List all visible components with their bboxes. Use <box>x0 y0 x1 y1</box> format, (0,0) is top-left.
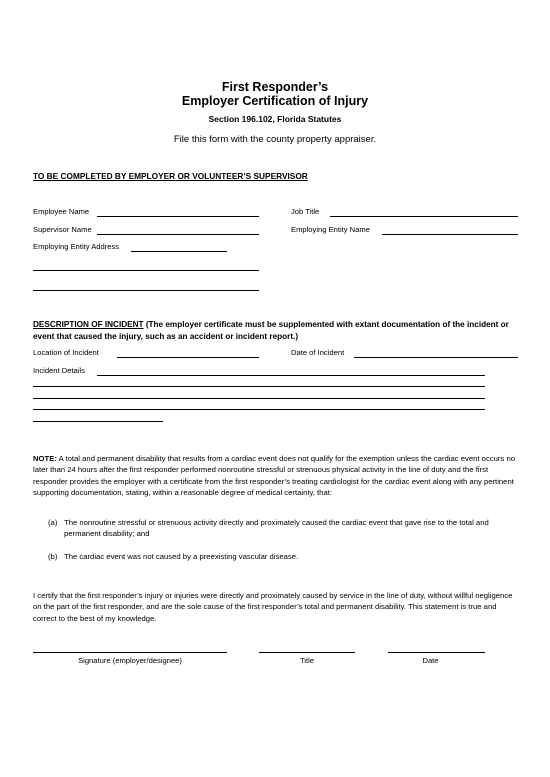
employing-entity-address-field-1[interactable] <box>131 251 227 252</box>
note-text: A total and permanent disability that results from a cardiac event does not qualify for the exemption unless the cardiac event occurs no later than 24 hours after the first responder performed nonroutine stressful or strenuous physical activity in the line of duty and the first responder provides the employer with a certificate from the first responder’s treating cardiologist for the cardiac event along with any pertinent supporting documentation, stating, within a reasonable degree of medical certainty, that: <box>33 454 516 498</box>
cardiac-note <box>33 453 519 499</box>
incident-details-field-1[interactable] <box>97 375 485 376</box>
incident-details-field-4[interactable] <box>33 409 485 410</box>
employing-entity-address-field-3[interactable] <box>33 290 259 291</box>
incident-location-field[interactable] <box>117 357 259 358</box>
incident-section-heading <box>33 319 519 342</box>
supervisor-name-field[interactable] <box>97 234 259 235</box>
incident-date-label: Date of Incident <box>291 348 345 357</box>
form-title-line2: Employer Certification of Injury <box>181 94 369 108</box>
certification-statement: I certify that the first responder’s injury or injuries were directly and proximately caused by service in the line of duty, without willful negligence on the part of the first responder, and are the sole cause of the first responder’s total and permanent disability. This statement is true and correct to the best of my knowledge. <box>33 591 513 623</box>
job-title-field[interactable] <box>330 216 518 217</box>
employee-name-label: Employee Name <box>33 207 90 216</box>
note-item-a <box>48 517 518 541</box>
note-item-text: The cardiac event was not caused by a preexisting vascular disease. <box>64 552 299 561</box>
supervisor-name-label: Supervisor Name <box>33 225 92 234</box>
signature-label: Signature (employer/designee) <box>78 656 182 665</box>
form-title-line1: First Responder’s <box>221 80 329 94</box>
note-item-marker: (a) <box>48 518 58 527</box>
employing-entity-address-label: Employing Entity Address <box>33 242 120 251</box>
incident-details-field-5[interactable] <box>33 421 163 422</box>
employing-entity-name-field[interactable] <box>382 234 518 235</box>
incident-heading-label: DESCRIPTION OF INCIDENT <box>33 320 144 329</box>
incident-location-label: Location of Incident <box>33 348 99 357</box>
employer-section-heading: TO BE COMPLETED BY EMPLOYER OR VOLUNTEER’S SUPERVISOR <box>33 171 308 181</box>
note-item-text: The nonroutine stressful or strenuous activity directly and proximately caused the cardiac event that gave rise to the total and permanent disability; and <box>64 518 489 539</box>
incident-date-field[interactable] <box>354 357 518 358</box>
job-title-label: Job Title <box>291 207 320 216</box>
incident-details-field-3[interactable] <box>33 398 485 399</box>
date-field[interactable] <box>388 652 485 653</box>
title-field[interactable] <box>259 652 355 653</box>
employing-entity-address-field-2[interactable] <box>33 270 259 271</box>
date-label: Date <box>422 656 439 665</box>
incident-heading-note: (The employer certificate must be supplemented with extant documentation of the incident or event that caused the injury, such as an accident or incident report.) <box>33 320 509 341</box>
employee-name-field[interactable] <box>97 216 259 217</box>
note-item-marker: (b) <box>48 552 58 561</box>
title-label: Title <box>299 656 315 665</box>
note-label: NOTE: <box>33 454 57 463</box>
filing-instruction: File this form with the county property appraiser. <box>173 134 377 145</box>
employing-entity-name-label: Employing Entity Name <box>291 225 370 234</box>
note-item-b <box>48 551 518 563</box>
incident-details-field-2[interactable] <box>33 386 485 387</box>
statute-reference: Section 196.102, Florida Statutes <box>208 114 342 124</box>
signature-field[interactable] <box>33 652 227 653</box>
incident-details-label: Incident Details <box>33 366 85 375</box>
